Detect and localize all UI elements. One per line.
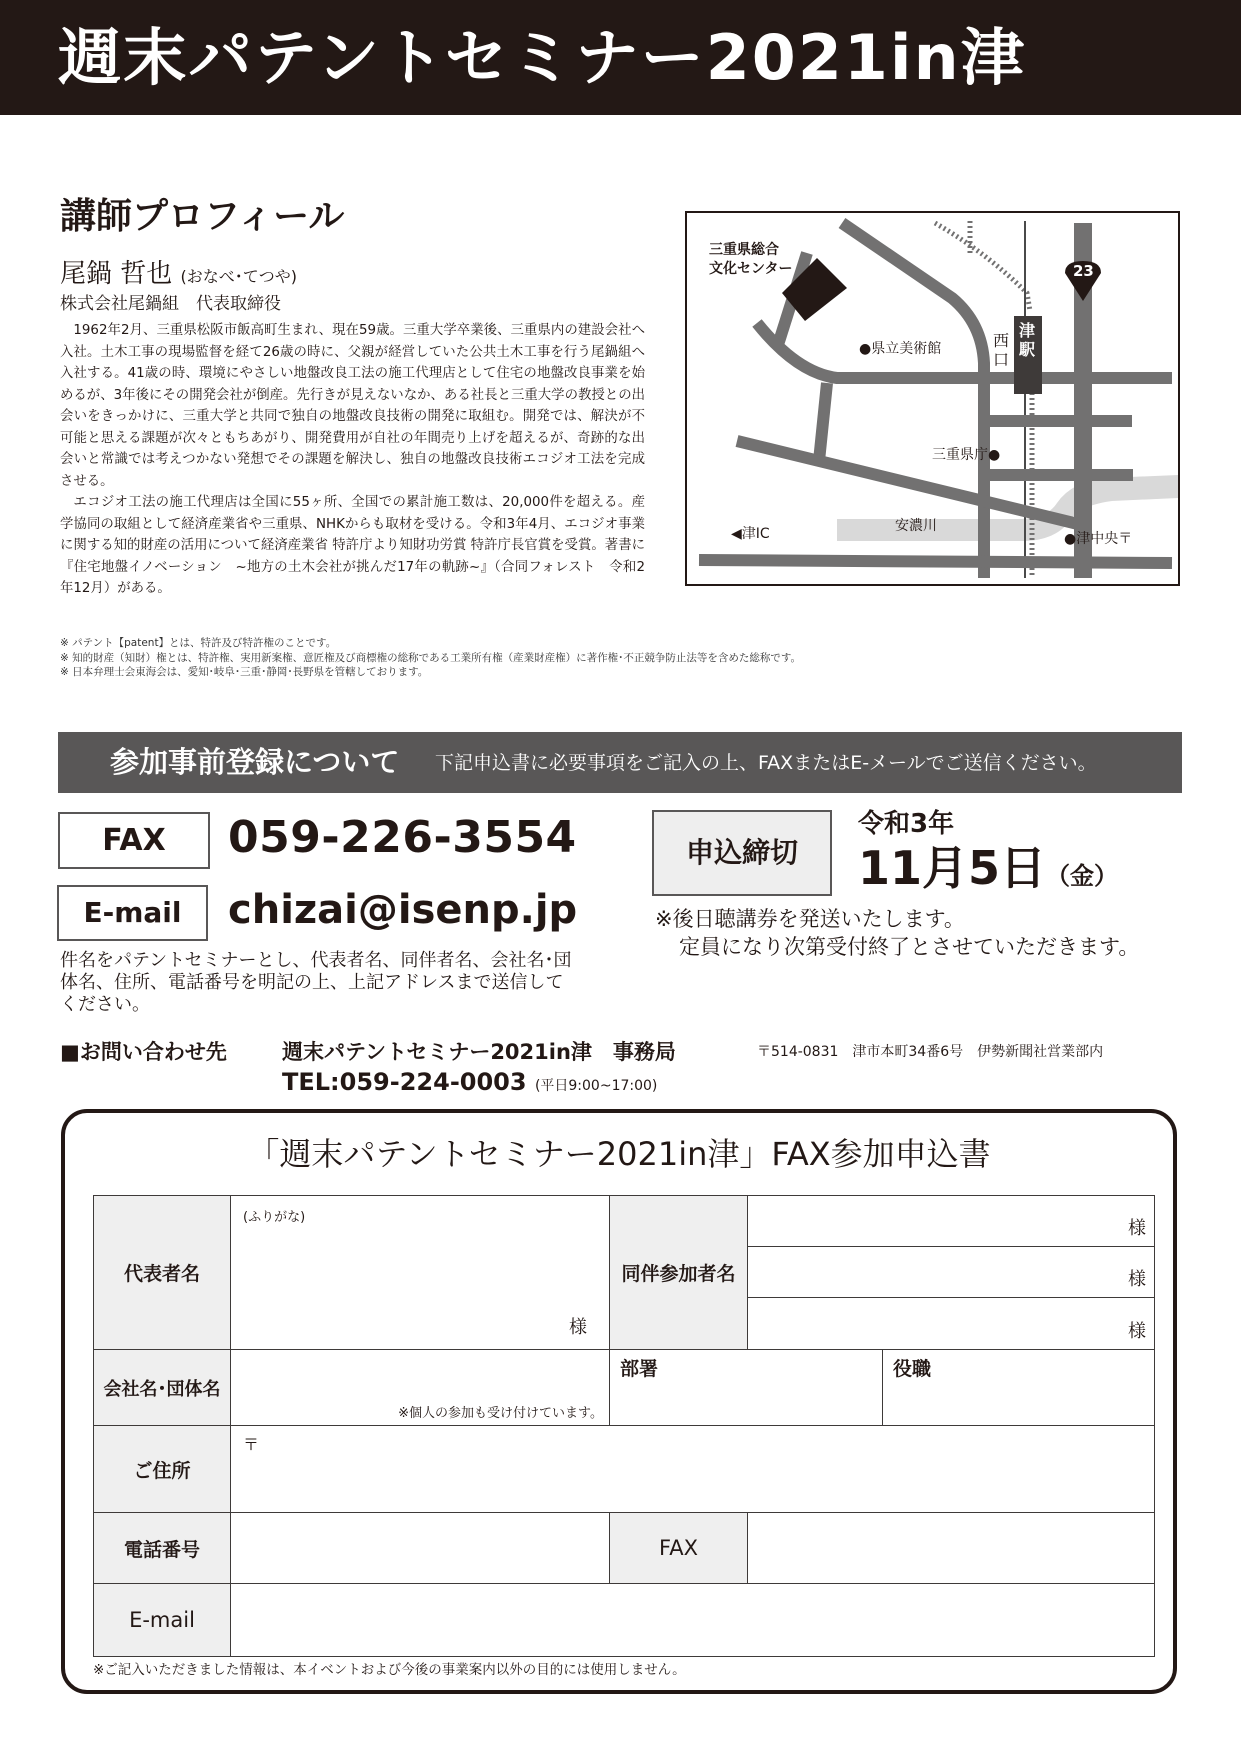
- map-label-pref-office: 三重県庁●: [932, 447, 1001, 463]
- email-address-link[interactable]: chizai@isenp.jp: [228, 887, 578, 933]
- deadline-date-text: 11月5日: [858, 841, 1047, 895]
- phone-field[interactable]: [230, 1512, 610, 1584]
- speaker-bio: [60, 320, 645, 600]
- map-label-river: 安濃川: [895, 518, 937, 534]
- footnote: ※ 知的財産（知財）権とは、特許権、実用新案権、意匠権及び商標権の総称である工業所有権（産業財産権）に著作権･不正競争防止法等を含めた総称です。: [60, 651, 802, 664]
- form-fax-field[interactable]: [747, 1512, 1155, 1584]
- companion-name-field-3[interactable]: [747, 1297, 1155, 1350]
- phone-label: 電話番号: [93, 1512, 231, 1584]
- contact-tel: [282, 1066, 657, 1102]
- contact-label: ■お問い合わせ先: [60, 1040, 227, 1064]
- companion-name-field-1[interactable]: [747, 1195, 1155, 1247]
- registration-instructions: 下記申込書に必要事項をご記入の上、FAXまたはE-メールでご送信ください。: [435, 752, 1097, 774]
- deadline-note: [655, 905, 1139, 961]
- deadline-weekday: （金）: [1046, 862, 1119, 890]
- honorific: 様: [1128, 1269, 1146, 1290]
- map-label-tsu-chuo: ●津中央〒: [1064, 531, 1133, 547]
- company-note: ※個人の参加も受け付けています。: [398, 1406, 603, 1421]
- deadline-year: 令和3年: [858, 809, 955, 839]
- form-privacy-note: ※ご記入いただきました情報は、本イベントおよび今後の事業案内以外の目的には使用しません。: [93, 1662, 686, 1678]
- map-label-culture-center: 三重県総合 文化センター: [709, 242, 793, 277]
- address-label: ご住所: [93, 1425, 231, 1513]
- footnote: ※ パテント【patent】とは、特許及び特許権のことです。: [60, 637, 337, 649]
- speaker-name-text: 尾鍋 哲也: [60, 259, 173, 289]
- header-band: [0, 0, 1241, 115]
- position-field[interactable]: [882, 1349, 1155, 1426]
- honorific: 様: [1128, 1321, 1146, 1342]
- contact-address: 〒514-0831 津市本町34番6号 伊勢新聞社営業部内: [757, 1044, 1104, 1060]
- representative-label: 代表者名: [93, 1195, 231, 1350]
- bio-paragraph: 1962年2月、三重県松阪市飯高町生まれ、現在59歳。三重大学卒業後、三重県内の建設会社へ入社。土木工事の現場監督を経て26歳の時に、父親が経営していた公共土木工事を行う尾鍋組へ入社する。41歳の時、環境にやさしい地盤改良工法の施工代理店として住宅の地盤改良事業を始めるが、3年後にその開発会社が倒産。先行きが見えないなか、ある社長と三重大学の教授との出会いをきっかけに、三重大学と共同で独自の地盤改良技術の開発に取組む。開発では、解決が不可能と思える課題が次々ともちあがり、開発費用が自社の年間売り上げを超えるが、奇跡的な出会いと常識では考えつかない発想でその課題を解決し、独自の地盤改良技術エコジオ工法を完成させる。: [60, 323, 645, 489]
- postal-mark-icon: 〒: [243, 1435, 260, 1454]
- honorific: 様: [569, 1317, 587, 1338]
- deadline-note-line: 定員になり次第受付終了とさせていただきます。: [679, 935, 1140, 959]
- form-email-label: E-mail: [93, 1583, 231, 1657]
- address-field[interactable]: [230, 1425, 1155, 1513]
- speaker-title: 株式会社尾鍋組 代表取締役: [60, 294, 281, 314]
- speaker-reading: (おなべ･てつや): [180, 267, 298, 286]
- position-label: 役職: [893, 1358, 932, 1380]
- companion-name-field-2[interactable]: [747, 1246, 1155, 1298]
- honorific: 様: [1128, 1218, 1146, 1239]
- bio-paragraph: エコジオ工法の施工代理店は全国に55ヶ所、全国での累計施工数は、20,000件を超える。産学協同の取組として経済産業省や三重県、NHKからも取材を受ける。令和3年4月、エコジオ事業に関する知的財産の活用について経済産業省 特許庁より知財功労賞 特許庁長官賞を受賞。著書に『住宅地盤イノベーション ~地方の土木会社が挑んだ17年の軌跡~』（合同フォレスト 令和2年12月）がある。: [60, 495, 645, 596]
- companion-label: 同伴参加者名: [609, 1195, 748, 1350]
- form-fax-label: FAX: [609, 1512, 748, 1584]
- company-field[interactable]: [230, 1349, 610, 1426]
- map-label-west-exit: 西口: [993, 331, 1010, 369]
- route-23-icon: 23: [1073, 262, 1094, 280]
- deadline-date: [858, 840, 1118, 904]
- email-label-box: E-mail: [57, 885, 208, 941]
- registration-band: [58, 732, 1182, 793]
- email-instructions: 件名をパテントセミナーとし、代表者名、同伴者名、会社名･団体名、住所、電話番号を明記の上、上記アドレスまで送信してください。: [60, 950, 572, 1015]
- department-field[interactable]: [609, 1349, 883, 1426]
- representative-name-field[interactable]: [230, 1195, 610, 1350]
- contact-office: 週末パテントセミナー2021in津 事務局: [282, 1040, 676, 1064]
- deadline-label-box: 申込締切: [652, 810, 832, 896]
- page-title: 週末パテントセミナー2021in津: [58, 21, 1026, 94]
- furigana-label: (ふりがな): [243, 1210, 306, 1225]
- profile-heading: 講師プロフィール: [60, 196, 345, 237]
- form-table: [93, 1195, 1155, 1657]
- footnote: ※ 日本弁理士会東海会は、愛知･岐阜･三重･静岡･長野県を管轄しております。: [60, 666, 429, 678]
- registration-title: 参加事前登録について: [110, 745, 400, 779]
- fax-label-box: FAX: [58, 812, 210, 869]
- map-label-tsu-ic: ◀津IC: [731, 526, 770, 542]
- form-title: 「週末パテントセミナー2021in津」FAX参加申込書: [247, 1135, 991, 1173]
- department-label: 部署: [620, 1358, 659, 1380]
- fax-application-form: [61, 1109, 1177, 1694]
- speaker-name: [60, 258, 297, 293]
- map-label-art-museum: ●県立美術館: [859, 341, 942, 357]
- access-map: [685, 211, 1180, 586]
- contact-hours: (平日9:00~17:00): [534, 1078, 658, 1094]
- deadline-note-line: ※後日聴講券を発送いたします。: [655, 907, 965, 931]
- map-label-station: 津駅: [1019, 321, 1036, 359]
- company-label: 会社名･団体名: [93, 1349, 231, 1426]
- fax-number: 059-226-3554: [228, 812, 577, 863]
- form-email-field[interactable]: [230, 1583, 1155, 1657]
- contact-tel-number[interactable]: TEL:059-224-0003: [282, 1068, 527, 1096]
- footnotes: [60, 636, 801, 680]
